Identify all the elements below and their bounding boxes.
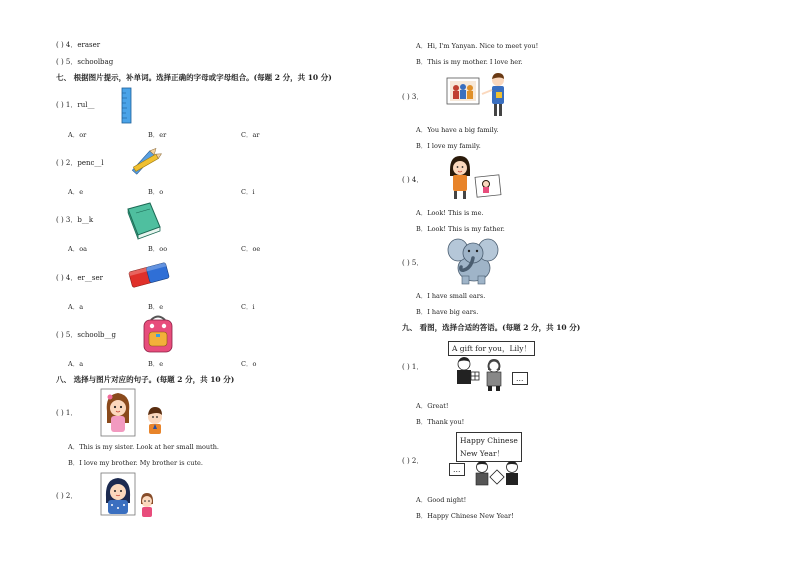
s7-q3-stem: ( ) 3．b__k xyxy=(56,216,94,224)
s7-q5-option-a: A．a xyxy=(68,360,84,368)
new-year-greeting-picture xyxy=(470,460,526,488)
s7-q5-option-b: B．e xyxy=(148,360,164,368)
s9-q2-stem: ( ) 2． xyxy=(402,457,424,465)
s7-q4-option-b: B．e xyxy=(148,303,164,311)
s8-q3-option-b: B．I love my family. xyxy=(416,142,481,150)
s9-q1-option-b: B．Thank you! xyxy=(416,418,465,426)
s7-q2-option-b: B．o xyxy=(148,188,164,196)
s8-q3-option-a: A．You have a big family. xyxy=(416,126,499,134)
ruler-icon xyxy=(121,88,133,124)
mother-girl-picture xyxy=(101,473,163,521)
s8-q5-option-a: A．I have small ears. xyxy=(416,292,486,300)
girl-photo-picture xyxy=(446,154,504,200)
s8-q2-option-b: B．This is my mother. I love her. xyxy=(416,58,523,66)
section-7-heading: 七、 根据图片提示，补单词。选择正确的字母或字母组合。(每题 2 分，共 10 分) xyxy=(56,73,332,82)
s7-q3-option-c: C．oe xyxy=(241,245,261,253)
s9-q2-reply-bubble: … xyxy=(449,463,465,476)
s7-q2-option-c: C．i xyxy=(241,188,255,196)
gift-giving-picture xyxy=(452,356,512,392)
s9-q2-speech-bubble xyxy=(456,432,522,462)
pencil-icon xyxy=(128,143,164,179)
s8-q2-stem: ( ) 2． xyxy=(56,492,78,500)
s7-q4-option-c: C．i xyxy=(241,303,255,311)
s8-q1-stem: ( ) 1． xyxy=(56,409,78,417)
s8-q1-option-b: B．I love my brother. My brother is cute. xyxy=(68,459,203,467)
s9-q2-bubble-line2: New Year！ xyxy=(460,449,505,458)
s9-q2-option-a: A．Good night! xyxy=(416,496,467,504)
book-icon xyxy=(124,201,164,239)
s8-q4-option-b: B．Look! This is my father. xyxy=(416,225,505,233)
s7-q1-option-c: C．ar xyxy=(241,131,260,139)
family-photo-picture xyxy=(446,72,514,118)
s9-q1-stem: ( ) 1． xyxy=(402,363,424,371)
s8-q5-option-b: B．I have big ears. xyxy=(416,308,479,316)
section-9-heading: 九、 看图，选择合适的答语。(每题 2 分，共 10 分) xyxy=(402,323,581,332)
s7-q1-option-a: A．or xyxy=(68,131,87,139)
s9-q2-option-b: B．Happy Chinese New Year! xyxy=(416,512,514,520)
s7-q3-option-b: B．oo xyxy=(148,245,168,253)
s9-q1-speech-bubble: A gift for you，Lily！ xyxy=(448,341,535,356)
s9-q1-reply-bubble: … xyxy=(512,372,528,385)
s8-q4-option-a: A．Look! This is me. xyxy=(416,209,484,217)
s7-q2-option-a: A．e xyxy=(68,188,84,196)
s9-q1-option-a: A．Great! xyxy=(416,402,449,410)
s8-q4-stem: ( ) 4． xyxy=(402,176,424,184)
prev-item-4: ( ) 4．eraser xyxy=(56,41,101,49)
s8-q5-stem: ( ) 5． xyxy=(402,259,424,267)
s7-q5-stem: ( ) 5．schoolb__g xyxy=(56,331,117,339)
s7-q5-option-c: C．o xyxy=(241,360,257,368)
s7-q1-stem: ( ) 1．rul__ xyxy=(56,101,95,109)
sister-brother-picture xyxy=(101,389,171,437)
s7-q3-option-a: A．oa xyxy=(68,245,87,253)
s7-q2-stem: ( ) 2．penc__l xyxy=(56,159,104,167)
elephant-picture xyxy=(446,236,498,286)
s7-q4-option-a: A．a xyxy=(68,303,84,311)
s7-q1-option-b: B．er xyxy=(148,131,167,139)
s7-q4-stem: ( ) 4．er__ser xyxy=(56,274,103,282)
eraser-icon xyxy=(128,259,170,291)
s8-q1-option-a: A．This is my sister. Look at her small mouth. xyxy=(68,443,219,451)
prev-item-5: ( ) 5．schoolbag xyxy=(56,58,114,66)
s8-q2-option-a: A．Hi, I'm Yanyan. Nice to meet you! xyxy=(416,42,539,50)
section-8-heading: 八、 选择与图片对应的句子。(每题 2 分，共 10 分) xyxy=(56,375,235,384)
s9-q2-bubble-line1: Happy Chinese xyxy=(460,436,518,445)
schoolbag-icon xyxy=(140,314,176,354)
s8-q3-stem: ( ) 3． xyxy=(402,93,424,101)
